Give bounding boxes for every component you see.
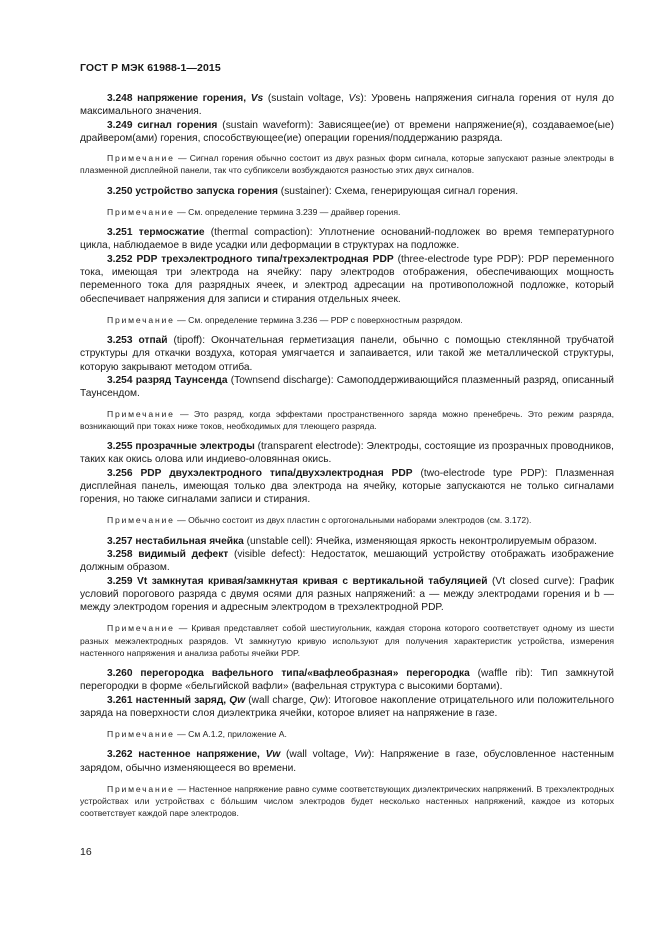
term-definition-cont: ): Напряжение в газе, обусловленное настенным зарядом, обычно изменяющееся во времени. xyxy=(80,749,614,774)
term-3-261 xyxy=(80,694,614,721)
term-definition: (waffle rib): Тип замкнутой перегородки в форме «бельгийской вафли» (вафельная структура с высокими бортами). xyxy=(80,668,614,693)
term-definition: (three-electrode type PDP): PDP переменного тока, имеющая три электрода на ячейку: пару электродов отображения, обеспечивающих мощность переменного тока для разрядных ячеек, и электрод адресации на противоположной подложке, который обеспечивает напряжения для записи и стирания отдельных ячеек. xyxy=(80,253,615,305)
term-name: разряд Таунсенда xyxy=(135,374,228,386)
term-number: 3.248 xyxy=(107,93,133,104)
note-3-261 xyxy=(80,728,614,740)
term-3-259 xyxy=(80,575,614,615)
term-number: 3.251 xyxy=(107,227,133,239)
term-number: 3.254 xyxy=(107,374,133,386)
term-definition: (Townsend discharge): Самоподдерживающийся плазменный разряд, описанный Таунсендом. xyxy=(80,374,614,400)
term-name: отпай xyxy=(138,335,168,347)
term-symbol-en: Vs xyxy=(348,93,361,104)
term-3-249 xyxy=(80,119,614,146)
note-text: — Кривая представляет собой шестиугольник, каждая сторона которого соответствует одному из шести разных межэлектродных разрядов. Vt замкнутую кривую используют для получения характеристик устройства, измерения настенного напряжения и анализа работы ячейки PDP. xyxy=(80,623,614,658)
note-label: Примечание xyxy=(107,623,175,634)
note-label: Примечание xyxy=(107,153,175,164)
term-symbol: Vs xyxy=(250,93,264,104)
note-label: Примечание xyxy=(107,515,175,526)
term-definition: (unstable cell): Ячейка, изменяющая яркость неконтролируемым образом. xyxy=(243,535,597,547)
term-definition: (visible defect): Недостаток, мешающий устройству отображать изображение должным образом. xyxy=(80,548,614,574)
document-body xyxy=(80,92,614,820)
term-definition: (two-electrode type PDP): Плазменная дисплейная панель, имеющая только два электрода на ячейку, которые запускаются не только сигналами горения, но также сигналами записи и стирания. xyxy=(80,467,615,506)
term-name: PDP двухэлектродного типа/двухэлектродная PDP xyxy=(140,467,413,479)
term-3-262 xyxy=(80,748,614,775)
note-3-249 xyxy=(80,152,614,176)
term-3-248 xyxy=(80,92,614,119)
note-text: — Это разряд, когда эффектами пространственного заряда можно пренебречь. Это режим разряда, возникающий при токах ниже токов, необходимых для тлеющего разряда. xyxy=(80,408,614,431)
term-number: 3.250 xyxy=(107,185,133,197)
term-3-254 xyxy=(80,374,614,401)
term-name: нестабильная ячейка xyxy=(135,535,244,547)
note-text: — Настенное напряжение равно сумме соответствующих диэлектрических напряжений. В трехэлектродных устройствах или устройствах с бо́льшим числом электродов будет несколько настенных напряжений, каждое из которых соответствует каждой паре электродов. xyxy=(80,784,614,819)
note-text: — См А.1.2, приложение А. xyxy=(174,729,287,740)
note-label: Примечание xyxy=(107,729,175,740)
term-definition: (sustain voltage, xyxy=(263,93,349,104)
term-definition: (tipoff): Окончательная герметизация панели, обычно с помощью стеклянной трубчатой структуры для откачки воздуха, которая умягчается и запаивается, или такой же металлической структуры, которую закрывают методом отгиба. xyxy=(80,335,614,373)
term-number: 3.257 xyxy=(107,535,133,547)
term-definition: (wall voltage, xyxy=(280,749,354,761)
term-3-258 xyxy=(80,548,614,575)
term-name: устройство запуска горения xyxy=(135,185,278,197)
term-symbol: Qw xyxy=(229,694,246,706)
term-name: Vt замкнутая кривая/замкнутая кривая с вертикальной табуляцией xyxy=(137,575,488,587)
note-3-262 xyxy=(80,783,614,820)
term-name: прозрачные электроды xyxy=(135,440,255,452)
note-3-252 xyxy=(80,314,614,326)
term-symbol-en: Qw xyxy=(309,694,325,706)
note-label: Примечание xyxy=(107,784,175,795)
term-name: сигнал горения xyxy=(137,119,218,131)
term-3-250 xyxy=(80,185,614,198)
term-number: 3.258 xyxy=(107,548,133,560)
term-name: настенный заряд, xyxy=(135,694,230,706)
term-name: перегородка вафельного типа/«вафлеобразная» перегородка xyxy=(140,668,470,680)
term-definition: (sustain waveform): Зависящее(ие) от времени напряжение(я), создаваемое(ые) драйвером(ами) горения, способствующее(ие) операции горения/поддержанию разряда. xyxy=(80,119,614,144)
term-definition-cont: ): Итоговое накопление отрицательного или положительного заряда на поверхности слоя диэлектрика ячейки, которое влияет на напряжение в газе. xyxy=(80,694,614,719)
note-3-254 xyxy=(80,408,614,432)
term-number: 3.256 xyxy=(107,467,133,479)
note-text: — См. определение термина 3.236 — PDP с поверхностным разрядом. xyxy=(174,314,463,325)
page-number: 16 xyxy=(80,846,92,858)
term-definition: (wall charge, xyxy=(245,694,310,706)
page-header: ГОСТ Р МЭК 61988-1—2015 xyxy=(80,62,221,74)
term-name: напряжение горения, xyxy=(137,93,251,104)
term-name: термосжатие xyxy=(138,227,205,239)
term-number: 3.249 xyxy=(107,119,133,131)
note-3-259 xyxy=(80,622,614,659)
term-name: PDP трехэлектродного типа/трехэлектродная PDP xyxy=(136,253,394,265)
term-3-255 xyxy=(80,440,614,467)
term-number: 3.255 xyxy=(107,440,133,452)
term-number: 3.259 xyxy=(107,575,133,587)
term-definition: (Vt closed curve): График условий порогового разряда с двумя осями для разных напряжений: a — между электродами горения и b — между электродом горения и адресным электродом в трехэлектродной PDP. xyxy=(80,575,614,614)
term-3-260 xyxy=(80,667,614,694)
term-name: видимый дефект xyxy=(138,548,229,560)
term-3-256 xyxy=(80,467,614,507)
note-3-250 xyxy=(80,206,614,218)
note-label: Примечание xyxy=(107,314,175,325)
term-number: 3.261 xyxy=(107,694,133,706)
note-3-256 xyxy=(80,514,614,526)
term-3-251 xyxy=(80,226,614,253)
term-definition-cont: ): Уровень напряжения сигнала горения от нуля до максимального значения. xyxy=(80,93,614,118)
term-number: 3.253 xyxy=(107,335,133,347)
term-3-252 xyxy=(80,253,614,306)
term-name: настенное напряжение, xyxy=(138,749,266,761)
note-label: Примечание xyxy=(107,206,175,217)
term-symbol-en: Vw xyxy=(353,749,369,761)
term-3-257 xyxy=(80,535,614,548)
term-number: 3.260 xyxy=(107,668,133,680)
term-definition: (transparent electrode): Электроды, состоящие из прозрачных проводников, таких как окись олова или индиево-оловянная окись. xyxy=(80,440,614,466)
note-label: Примечание xyxy=(107,408,175,419)
term-number: 3.262 xyxy=(107,749,133,761)
term-3-253 xyxy=(80,334,614,374)
term-definition: (thermal compaction): Уплотнение оснований-подложек во время температурного цикла, наблюдаемое в виде усадки или деформации в структурах на подложке. xyxy=(80,227,614,252)
note-text: — См. определение термина 3.239 — драйвер горения. xyxy=(174,206,401,217)
term-definition: (sustainer): Схема, генерирующая сигнал горения. xyxy=(277,185,519,197)
term-symbol: Vw xyxy=(265,749,281,761)
note-text: — Обычно состоит из двух пластин с ортогональными наборами электродов (см. 3.172). xyxy=(174,515,532,526)
term-number: 3.252 xyxy=(107,253,133,265)
note-text: — Сигнал горения обычно состоит из двух разных форм сигнала, которые запускают разные электроды в плазменной дисплейной панели, так что субпиксели возбуждаются разностью этих двух сигналов. xyxy=(80,153,614,176)
